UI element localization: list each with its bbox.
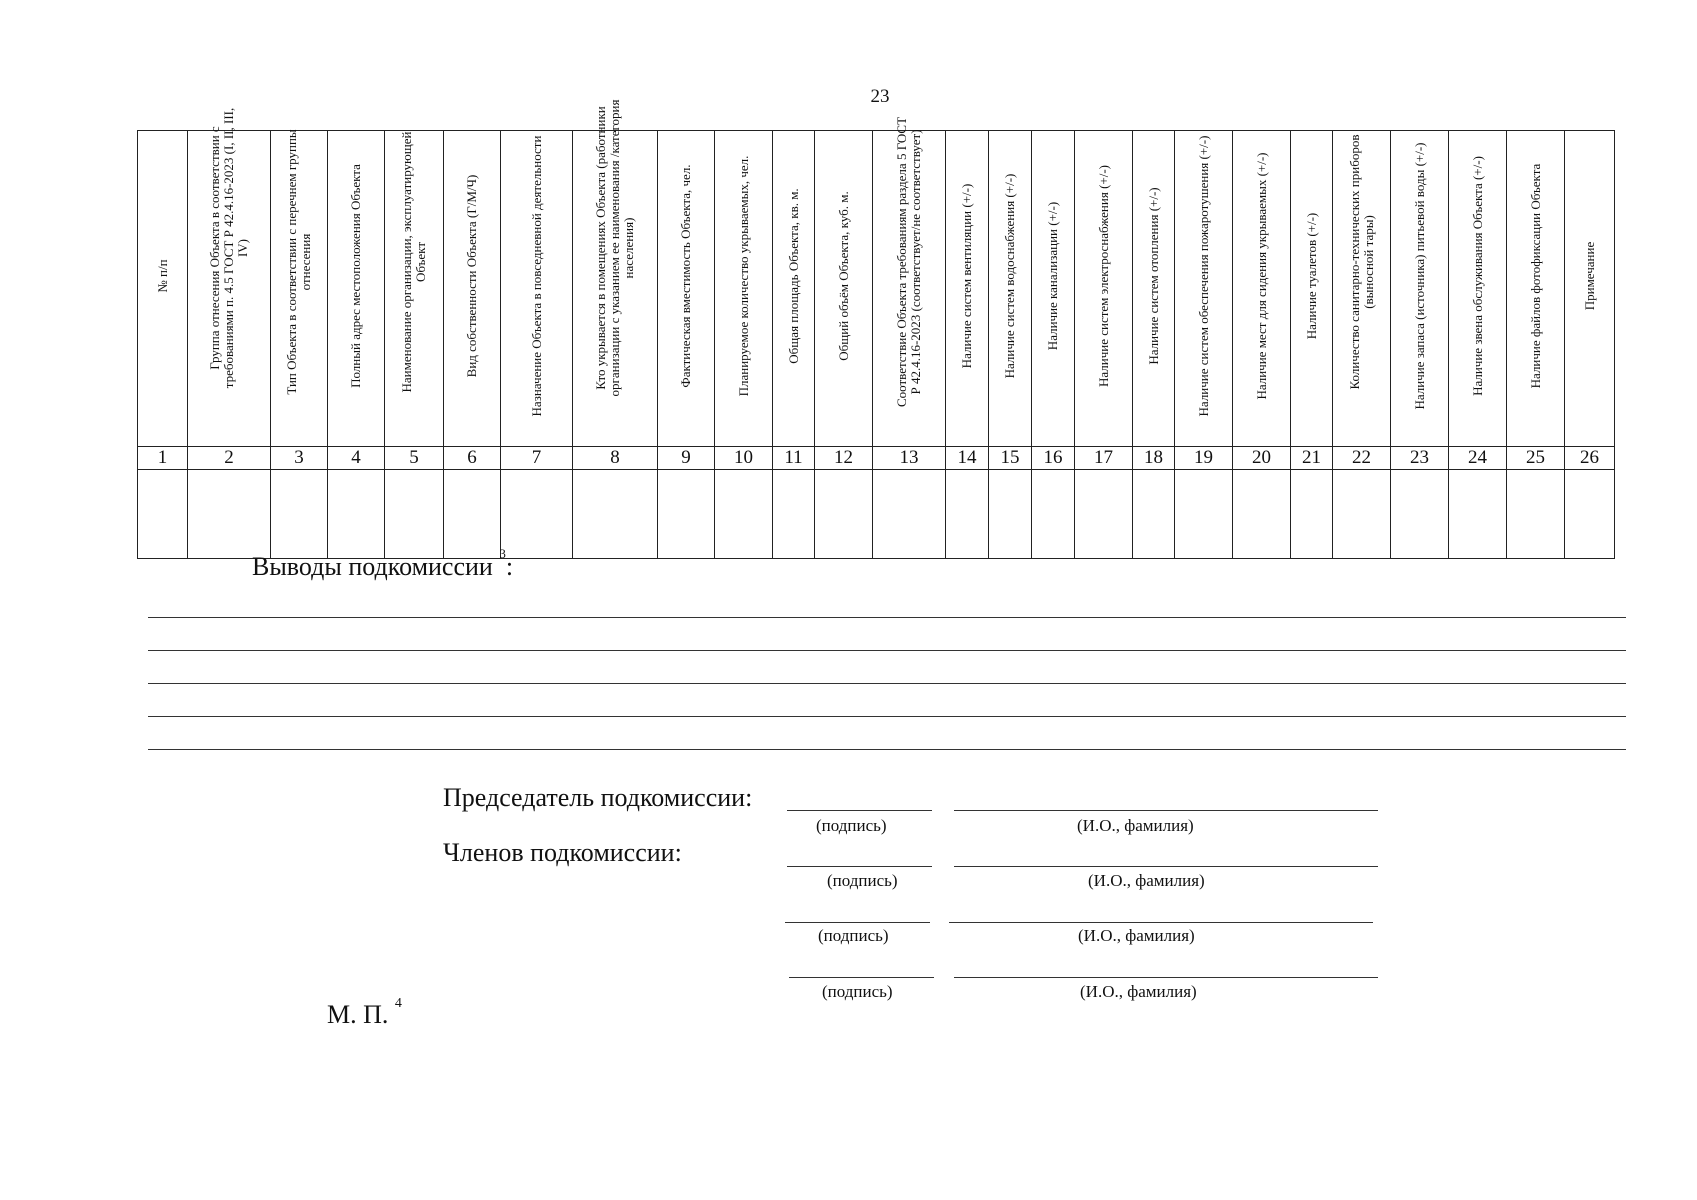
table-cell: [1333, 470, 1391, 559]
table-cell: [946, 470, 989, 559]
column-number: 8: [573, 447, 658, 470]
table-cell: [444, 470, 501, 559]
column-header-14: [946, 131, 989, 447]
column-number: 22: [1333, 447, 1391, 470]
table-cell: [501, 470, 573, 559]
column-header-20: [1233, 131, 1291, 447]
chairman-label: Председатель подкомиссии:: [443, 783, 753, 812]
table-cell: [1075, 470, 1133, 559]
signature-line: [789, 977, 934, 978]
name-line: [954, 810, 1378, 811]
column-header-22: [1333, 131, 1391, 447]
column-header-7: [501, 131, 573, 447]
conclusions-footnote: 3: [499, 546, 506, 561]
signature-line: [787, 866, 932, 867]
column-number: 21: [1291, 447, 1333, 470]
column-header-26: [1565, 131, 1615, 447]
name-line: [954, 977, 1378, 978]
column-number: 2: [188, 447, 271, 470]
column-number: 19: [1175, 447, 1233, 470]
column-number: 14: [946, 447, 989, 470]
column-header-text: Наименование организации, эксплуатирующей Объект: [399, 131, 428, 393]
column-header-text: Вид собственности Объекта (Г/М/Ч): [464, 174, 479, 378]
column-header-text: Наличие файлов фотофиксации Объекта: [1527, 163, 1543, 389]
conclusions-line: [148, 749, 1626, 750]
object-register-table: [137, 99, 1615, 559]
table-cell: [873, 470, 946, 559]
column-number: 7: [501, 447, 573, 470]
column-header-text: Фактическая вместимость Объекта, чел.: [678, 164, 693, 388]
column-header-text: Примечание: [1581, 241, 1597, 311]
name-line: [949, 922, 1373, 923]
column-header-text: Количество санитарно-технических приборов (выносной тары): [1346, 134, 1376, 390]
column-header-text: Наличие систем водоснабжения (+/-): [1002, 173, 1017, 379]
column-header-text: Общая площадь Объекта, кв. м.: [785, 188, 801, 364]
signature-line: [785, 922, 930, 923]
column-header-15: [989, 131, 1032, 447]
column-number: 20: [1233, 447, 1291, 470]
column-header-text: Наличие звена обслуживания Объекта (+/-): [1469, 156, 1485, 396]
table-cell: [1291, 470, 1333, 559]
column-header-text: Планируемое количество укрываемых, чел.: [735, 155, 751, 397]
column-header-text: Наличие запаса (источника) питьевой воды (+/-): [1411, 142, 1427, 410]
table-cell: [989, 470, 1032, 559]
column-header-17: [1075, 131, 1133, 447]
column-header-6: [444, 131, 501, 447]
column-header-text: Тип Объекта в соответствии с перечнем группы отнесения: [284, 129, 313, 395]
column-number: 1: [138, 447, 188, 470]
seal-mark: [327, 996, 402, 1030]
column-header-text: Группа отнесения Объекта в соответствии с требованиями п. 4.5 ГОСТ Р 42.4.16-2023 (I, II, III, IV): [207, 107, 250, 389]
name-hint: (И.О., фамилия): [1080, 982, 1197, 1001]
column-header-text: Полный адрес местоположения Объекта: [348, 164, 363, 388]
column-header-21: [1291, 131, 1333, 447]
conclusions-line: [148, 617, 1626, 618]
conclusions-line: [148, 716, 1626, 717]
table-header-row: [138, 131, 1615, 447]
column-header-13: [873, 116, 946, 447]
column-header-19: [1175, 131, 1233, 447]
table-cell: [773, 470, 815, 559]
conclusions-heading: Выводы подкомиссии $^3$:: [252, 546, 514, 581]
table-cell: [1391, 470, 1449, 559]
column-header-10: [715, 131, 773, 447]
column-number-row: [138, 447, 1615, 470]
column-number: 9: [658, 447, 715, 470]
signature-hint: (подпись): [816, 816, 887, 835]
table-cell: [715, 470, 773, 559]
table-cell: [1133, 470, 1175, 559]
column-number: 26: [1565, 447, 1615, 470]
column-header-text: Назначение Объекта в повседневной деятельности: [528, 135, 544, 417]
seal-footnote: 4: [394, 996, 402, 1011]
column-number: 6: [444, 447, 501, 470]
column-header-text: Наличие систем обеспечения пожаротушения (+/-): [1195, 135, 1211, 417]
conclusions-line: [148, 650, 1626, 651]
column-header-24: [1449, 131, 1507, 447]
table-cell: [188, 470, 271, 559]
column-number: 25: [1507, 447, 1565, 470]
column-header-1: [138, 131, 188, 447]
column-number: 4: [328, 447, 385, 470]
column-header-2: [188, 107, 271, 447]
empty-data-row: [138, 470, 1615, 559]
column-header-9: [658, 131, 715, 447]
column-number: 5: [385, 447, 444, 470]
table-cell: [385, 470, 444, 559]
column-header-text: Наличие мест для сидения укрываемых (+/-): [1253, 152, 1269, 400]
signature-hint: (подпись): [822, 982, 893, 1001]
table-cell: [1565, 470, 1615, 559]
column-number: 18: [1133, 447, 1175, 470]
column-header-text: Кто укрывается в помещениях Объекта (работники организации с указанием ее наименования /категория населения): [593, 99, 636, 397]
column-header-5: [385, 131, 444, 447]
name-hint: (И.О., фамилия): [1078, 926, 1195, 945]
name-hint: (И.О., фамилия): [1088, 871, 1205, 890]
column-header-text: Соответствие Объекта требованиям раздела 5 ГОСТ Р 42.4.16-2023 (соответствует/не соответствует): [894, 116, 923, 408]
table-cell: [1507, 470, 1565, 559]
table-cell: [1175, 470, 1233, 559]
signature-hint: (подпись): [818, 926, 889, 945]
column-number: 13: [873, 447, 946, 470]
table-cell: [1032, 470, 1075, 559]
column-header-text: Наличие туалетов (+/-): [1303, 212, 1319, 340]
conclusions-line: [148, 683, 1626, 684]
table-cell: [815, 470, 873, 559]
column-number: 11: [773, 447, 815, 470]
column-number: 16: [1032, 447, 1075, 470]
column-header-text: Общий объём Объекта, куб. м.: [835, 191, 851, 361]
column-number: 15: [989, 447, 1032, 470]
column-header-4: [328, 131, 385, 447]
table-cell: [1233, 470, 1291, 559]
column-header-11: [773, 131, 815, 447]
column-number: 12: [815, 447, 873, 470]
column-header-12: [815, 131, 873, 447]
column-header-16: [1032, 131, 1075, 447]
signature-line: [787, 810, 932, 811]
table-cell: [573, 470, 658, 559]
signature-hint: (подпись): [827, 871, 898, 890]
name-line: [954, 866, 1378, 867]
column-header-text: Наличие систем отопления (+/-): [1145, 187, 1161, 365]
name-hint: (И.О., фамилия): [1077, 816, 1194, 835]
column-header-3: [271, 131, 328, 447]
column-header-text: Наличие систем вентиляции (+/-): [959, 183, 974, 369]
table-cell: [658, 470, 715, 559]
column-header-text: Наличие канализации (+/-): [1045, 201, 1060, 351]
seal-label: М. П.: [327, 1000, 389, 1029]
column-number: 3: [271, 447, 328, 470]
table-cell: [271, 470, 328, 559]
members-label: Членов подкомиссии:: [443, 838, 682, 867]
column-number: 17: [1075, 447, 1133, 470]
column-header-23: [1391, 131, 1449, 447]
column-number: 24: [1449, 447, 1507, 470]
table-cell: [138, 470, 188, 559]
page-number: 23: [870, 86, 890, 107]
column-header-25: [1507, 131, 1565, 447]
conclusions-label: Выводы подкомиссии: [252, 552, 493, 581]
column-number: 23: [1391, 447, 1449, 470]
column-header-text: № п/п: [154, 259, 170, 293]
table-cell: [1449, 470, 1507, 559]
column-number: 10: [715, 447, 773, 470]
column-header-text: Наличие систем электроснабжения (+/-): [1095, 165, 1111, 388]
table-cell: [328, 470, 385, 559]
column-header-18: [1133, 131, 1175, 447]
column-header-8: [573, 99, 658, 447]
